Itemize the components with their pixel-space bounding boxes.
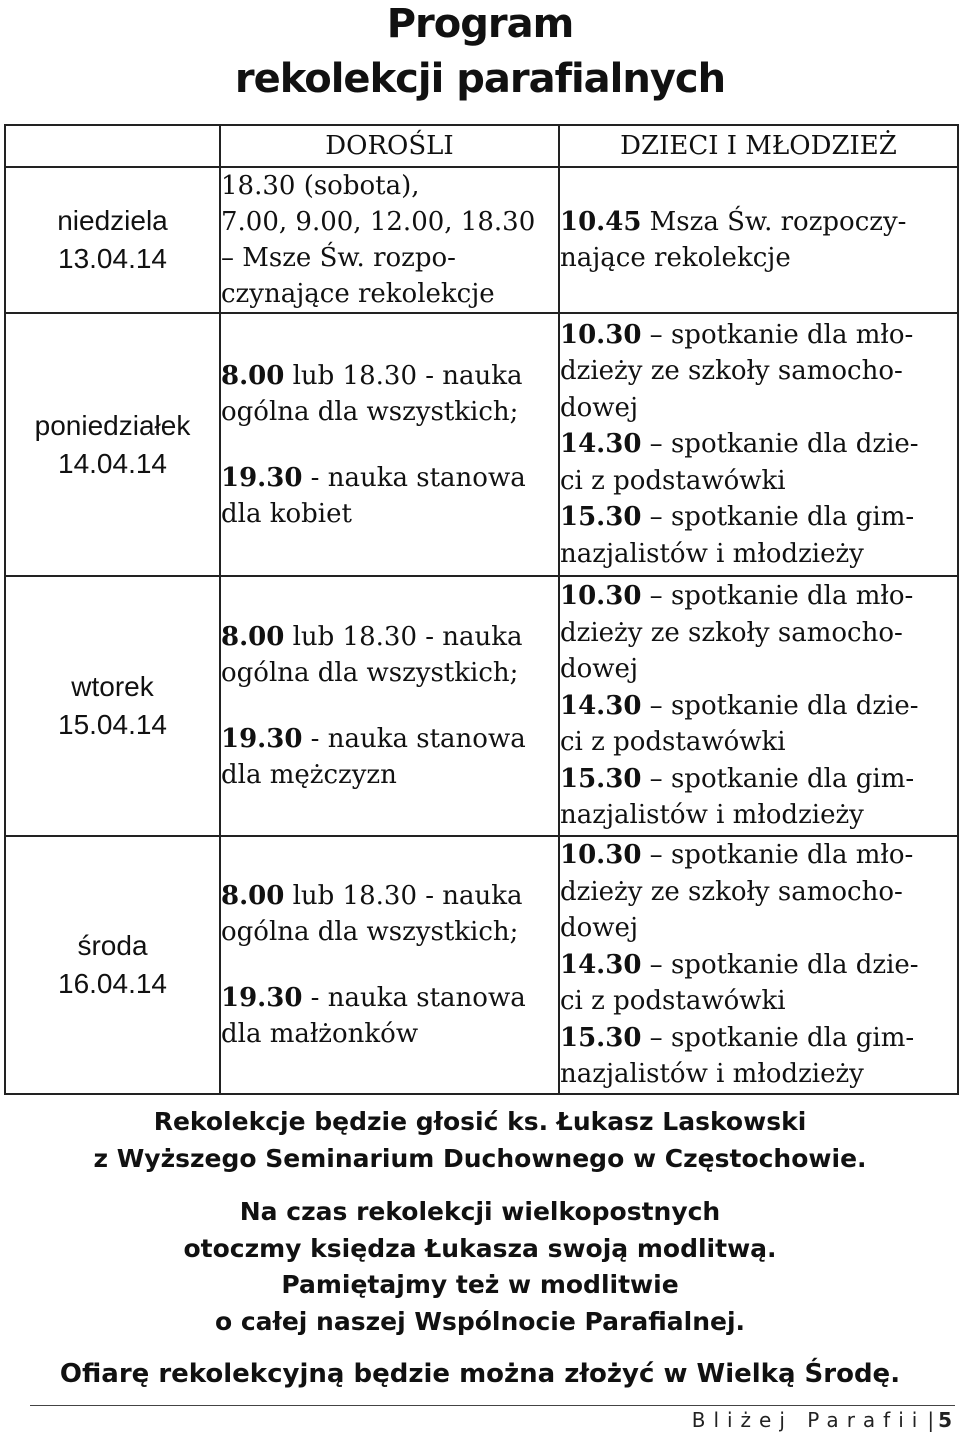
day-name: środa [77, 930, 148, 961]
kids-line: 14.30 – spotkanie dla dzie- [560, 429, 919, 460]
kids-line: ci z podstawówki [560, 986, 786, 1017]
page-number: 5 [938, 1408, 952, 1432]
kids-line: 10.30 – spotkanie dla mło- [560, 840, 914, 871]
kids-line: dowej [560, 392, 638, 423]
day-name: wtorek [71, 671, 154, 702]
offering-note: Ofiarę rekolekcyjną będzie można złożyć w Wielką Środę. [59, 1359, 901, 1389]
adults-cell [220, 313, 559, 576]
prayer-line-1: Na czas rekolekcji wielkopostnych [239, 1197, 721, 1226]
adults-line: dla małżonków [221, 1019, 419, 1049]
adults-line: ogólna dla wszystkich; [221, 917, 519, 947]
adults-line: 18.30 (sobota), [221, 171, 420, 201]
kids-line: ci z podstawówki [560, 465, 786, 496]
header-kids: DZIECI I MŁODZIEŻ [559, 125, 958, 167]
kids-line: dzieży ze szkoły samocho- [560, 356, 903, 387]
preacher-line-2: z Wyższego Seminarium Duchownego w Częstochowie. [93, 1144, 867, 1173]
kids-cell [559, 836, 958, 1094]
adults-cell [220, 836, 559, 1094]
adults-line: ogólna dla wszystkich; [221, 396, 519, 427]
kids-line: 15.30 – spotkanie dla gim- [560, 1022, 915, 1053]
adults-line: 8.00 lub 18.30 - nauka [221, 360, 523, 391]
header-adults: DOROŚLI [220, 125, 559, 167]
kids-line: dzieży ze szkoły samocho- [560, 876, 903, 907]
prayer-line-4: o całej naszej Wspólnocie Parafialnej. [214, 1307, 746, 1336]
day-cell [5, 167, 220, 313]
kids-line: 10.30 – spotkanie dla mło- [560, 319, 914, 350]
footer-divider [30, 1405, 955, 1406]
footer-separator: | [927, 1408, 935, 1432]
adults-line: 19.30 - nauka stanowa [221, 462, 526, 493]
table-row [5, 313, 958, 576]
kids-line: 10.45 Msza Św. rozpoczy- [560, 206, 907, 237]
publication-name: Bliżej Parafii [691, 1408, 926, 1432]
kids-line: nazjalistów i młodzieży [560, 1059, 864, 1090]
preacher-line-1: Rekolekcje będzie głosić ks. Łukasz Laskowski [153, 1107, 807, 1136]
adults-line: 19.30 - nauka stanowa [221, 724, 526, 754]
kids-line: dowej [560, 654, 638, 685]
table-row [5, 836, 958, 1094]
adults-line: 8.00 lub 18.30 - nauka [221, 622, 523, 652]
table-header-row [5, 125, 958, 167]
kids-cell [559, 167, 958, 313]
adults-cell [220, 167, 559, 313]
kids-cell [559, 576, 958, 836]
kids-line: dowej [560, 913, 638, 944]
day-date: 13.04.14 [58, 243, 167, 274]
kids-line: 14.30 – spotkanie dla dzie- [560, 690, 919, 721]
adults-line: dla kobiet [221, 498, 352, 529]
kids-line: 10.30 – spotkanie dla mło- [560, 581, 914, 612]
kids-line: 15.30 – spotkanie dla gim- [560, 763, 915, 794]
day-cell [5, 576, 220, 836]
table-row [5, 167, 958, 313]
kids-line: nazjalistów i młodzieży [560, 538, 864, 569]
page-footer [692, 1408, 952, 1432]
table-row [5, 576, 958, 836]
adults-line: ogólna dla wszystkich; [221, 658, 519, 688]
adults-line: – Msze Św. rozpo- [221, 243, 456, 273]
adults-line: 19.30 - nauka stanowa [221, 983, 526, 1013]
day-date: 15.04.14 [58, 709, 167, 740]
kids-line: ci z podstawówki [560, 727, 786, 758]
adults-line: 8.00 lub 18.30 - nauka [221, 881, 523, 911]
day-date: 14.04.14 [58, 447, 167, 479]
page-title-line-2: rekolekcji parafialnych [234, 56, 726, 102]
kids-line: nające rekolekcje [560, 243, 791, 273]
day-cell [5, 836, 220, 1094]
kids-line: nazjalistów i młodzieży [560, 800, 864, 831]
day-date: 16.04.14 [58, 968, 167, 999]
page-title-line-1: Program [386, 1, 574, 47]
kids-line: 14.30 – spotkanie dla dzie- [560, 949, 919, 980]
kids-cell [559, 313, 958, 576]
schedule-table [4, 124, 959, 1095]
prayer-line-3: Pamiętajmy też w modlitwie [281, 1270, 679, 1299]
day-cell [5, 313, 220, 576]
adults-cell [220, 576, 559, 836]
header-day [5, 125, 220, 167]
adults-line: dla mężczyzn [221, 760, 397, 790]
adults-line: czynające rekolekcje [221, 279, 495, 309]
kids-line: dzieży ze szkoły samocho- [560, 617, 903, 648]
prayer-line-2: otoczmy księdza Łukasza swoją modlitwą. [183, 1234, 777, 1263]
day-name: niedziela [57, 205, 168, 236]
kids-line: 15.30 – spotkanie dla gim- [560, 502, 915, 533]
adults-line: 7.00, 9.00, 12.00, 18.30 [221, 207, 536, 237]
day-name: poniedziałek [34, 409, 191, 441]
